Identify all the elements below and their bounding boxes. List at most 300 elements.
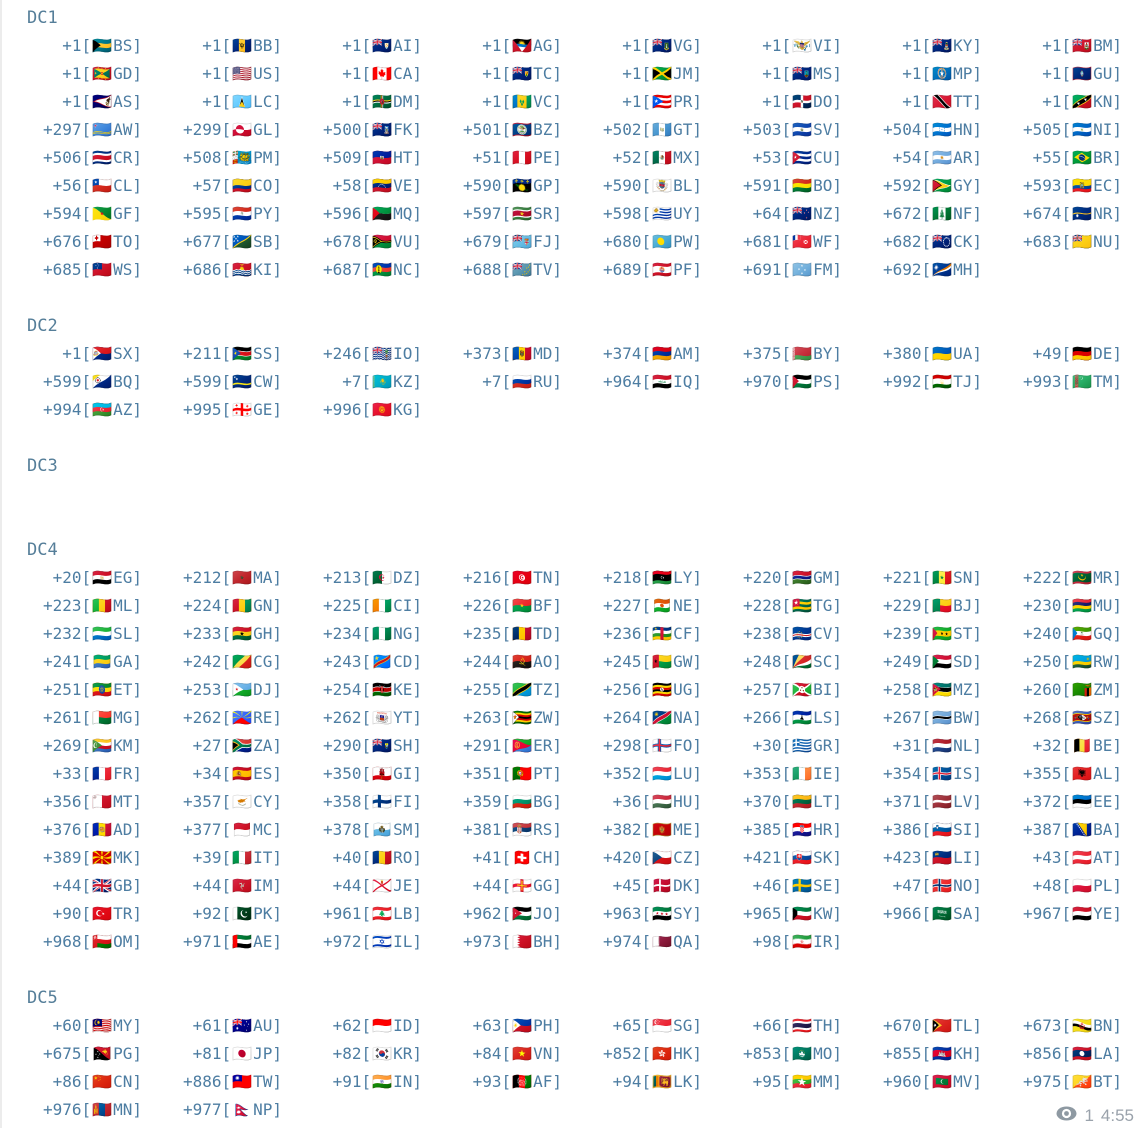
dial-code-se[interactable]: +46[🇸🇪SE]	[752, 876, 842, 895]
flag-icon-ar: 🇦🇷	[932, 148, 953, 167]
dial-code-mp[interactable]: +1[🇲🇵MP]	[902, 64, 982, 83]
dial-code-md[interactable]: +373[🇲🇩MD]	[463, 344, 562, 363]
dial-code-lv[interactable]: +371[🇱🇻LV]	[883, 792, 982, 811]
dial-code-ye[interactable]: +967[🇾🇪YE]	[1023, 904, 1122, 923]
dial-code-ca[interactable]: +1[🇨🇦CA]	[342, 64, 422, 83]
dial-code-ro[interactable]: +40[🇷🇴RO]	[332, 848, 422, 867]
dial-code-yt[interactable]: +262[🇾🇹YT]	[323, 708, 422, 727]
dial-code-gn[interactable]: +224[🇬🇳GN]	[183, 596, 282, 615]
dial-code-sk[interactable]: +421[🇸🇰SK]	[743, 848, 842, 867]
flag-icon-gu: 🇬🇺	[1072, 64, 1093, 83]
dial-code-zm[interactable]: +260[🇿🇲ZM]	[1023, 680, 1122, 699]
dial-code-nu[interactable]: +683[🇳🇺NU]	[1023, 232, 1122, 251]
dial-code-vu[interactable]: +678[🇻🇺VU]	[323, 232, 422, 251]
group-header-dc3: DC3	[27, 456, 58, 476]
dial-code-sx[interactable]: +1[🇸🇽SX]	[62, 344, 142, 363]
flag-icon-qa: 🇶🇦	[652, 932, 673, 951]
dial-code-ba[interactable]: +387[🇧🇦BA]	[1023, 820, 1122, 839]
code-row	[2, 256, 1144, 284]
dial-code-pk[interactable]: +92[🇵🇰PK]	[192, 904, 282, 923]
dial-code-ng[interactable]: +234[🇳🇬NG]	[323, 624, 422, 643]
dial-code-tt[interactable]: +1[🇹🇹TT]	[902, 92, 982, 111]
dial-code-bw[interactable]: +267[🇧🇼BW]	[883, 708, 982, 727]
dial-code-gw[interactable]: +245[🇬🇼GW]	[603, 652, 702, 671]
dial-code-al[interactable]: +355[🇦🇱AL]	[1023, 764, 1122, 783]
views-count: 1	[1084, 1106, 1094, 1125]
dial-code-lu[interactable]: +352[🇱🇺LU]	[603, 764, 702, 783]
dial-code-az[interactable]: +994[🇦🇿AZ]	[43, 400, 142, 419]
dial-code-id[interactable]: +62[🇮🇩ID]	[332, 1016, 422, 1035]
dial-code-eg[interactable]: +20[🇪🇬EG]	[52, 568, 142, 587]
dial-code-ph[interactable]: +63[🇵🇭PH]	[472, 1016, 562, 1035]
flag-icon-mz: 🇲🇿	[932, 680, 953, 699]
dial-code-la[interactable]: +856[🇱🇦LA]	[1023, 1044, 1122, 1063]
dial-code-tr[interactable]: +90[🇹🇷TR]	[52, 904, 142, 923]
dial-code-ke[interactable]: +254[🇰🇪KE]	[323, 680, 422, 699]
dial-code-hr[interactable]: +385[🇭🇷HR]	[743, 820, 842, 839]
dial-code-gl[interactable]: +299[🇬🇱GL]	[183, 120, 282, 139]
dial-code-bs[interactable]: +1[🇧🇸BS]	[62, 36, 142, 55]
dial-code-bh[interactable]: +973[🇧🇭BH]	[463, 932, 562, 951]
dial-code-vg[interactable]: +1[🇻🇬VG]	[622, 36, 702, 55]
dial-code-gb[interactable]: +44[🇬🇧GB]	[52, 876, 142, 895]
flag-icon-sb: 🇸🇧	[232, 232, 253, 251]
dial-code-sm[interactable]: +378[🇸🇲SM]	[323, 820, 422, 839]
dial-code-sl[interactable]: +232[🇸🇱SL]	[43, 624, 142, 643]
flag-icon-tt: 🇹🇹	[932, 92, 953, 111]
flag-icon-ky: 🇰🇾	[932, 36, 953, 55]
dial-code-be[interactable]: +32[🇧🇪BE]	[1032, 736, 1122, 755]
flag-icon-za: 🇿🇦	[232, 736, 253, 755]
flag-icon-mo: 🇲🇴	[792, 1044, 813, 1063]
dial-code-nf[interactable]: +672[🇳🇫NF]	[883, 204, 982, 223]
dial-code-wf[interactable]: +681[🇼🇫WF]	[743, 232, 842, 251]
dial-code-th[interactable]: +66[🇹🇭TH]	[752, 1016, 842, 1035]
dial-code-kz[interactable]: +7[🇰🇿KZ]	[342, 372, 422, 391]
dial-code-ee[interactable]: +372[🇪🇪EE]	[1023, 792, 1122, 811]
dial-code-gr[interactable]: +30[🇬🇷GR]	[752, 736, 842, 755]
flag-icon-af: 🇦🇫	[512, 1072, 533, 1091]
dial-code-ai[interactable]: +1[🇦🇮AI]	[342, 36, 422, 55]
dial-code-do[interactable]: +1[🇩🇴DO]	[762, 92, 842, 111]
flag-icon-tg: 🇹🇬	[792, 596, 813, 615]
dial-code-vi[interactable]: +1[🇻🇮VI]	[762, 36, 842, 55]
dial-code-cr[interactable]: +506[🇨🇷CR]	[43, 148, 142, 167]
dial-code-bb[interactable]: +1[🇧🇧BB]	[202, 36, 282, 55]
dial-code-dk[interactable]: +45[🇩🇰DK]	[612, 876, 702, 895]
flag-icon-sm: 🇸🇲	[372, 820, 393, 839]
dial-code-ly[interactable]: +218[🇱🇾LY]	[603, 568, 702, 587]
dial-code-nr[interactable]: +674[🇳🇷NR]	[1023, 204, 1122, 223]
dial-code-gq[interactable]: +240[🇬🇶GQ]	[1023, 624, 1122, 643]
dial-code-rs[interactable]: +381[🇷🇸RS]	[463, 820, 562, 839]
dial-code-np[interactable]: +977[🇳🇵NP]	[183, 1100, 282, 1119]
dial-code-kn[interactable]: +1[🇰🇳KN]	[1042, 92, 1122, 111]
dial-code-dz[interactable]: +213[🇩🇿DZ]	[323, 568, 422, 587]
code-row	[2, 228, 1144, 256]
code-row	[2, 816, 1144, 844]
dial-code-fo[interactable]: +298[🇫🇴FO]	[603, 736, 702, 755]
dial-code-km[interactable]: +269[🇰🇲KM]	[43, 736, 142, 755]
dial-code-il[interactable]: +972[🇮🇱IL]	[323, 932, 422, 951]
dial-code-gy[interactable]: +592[🇬🇾GY]	[883, 176, 982, 195]
flag-icon-kh: 🇰🇭	[932, 1044, 953, 1063]
dial-code-uy[interactable]: +598[🇺🇾UY]	[603, 204, 702, 223]
dial-code-tv[interactable]: +688[🇹🇻TV]	[463, 260, 562, 279]
dial-code-gm[interactable]: +220[🇬🇲GM]	[743, 568, 842, 587]
dial-code-tl[interactable]: +670[🇹🇱TL]	[883, 1016, 982, 1035]
dial-code-cd[interactable]: +243[🇨🇩CD]	[323, 652, 422, 671]
dial-code-ne[interactable]: +227[🇳🇪NE]	[603, 596, 702, 615]
dial-code-gg[interactable]: +44[🇬🇬GG]	[472, 876, 562, 895]
dial-code-mr[interactable]: +222[🇲🇷MR]	[1023, 568, 1122, 587]
dial-code-cl[interactable]: +56[🇨🇱CL]	[52, 176, 142, 195]
dial-code-gf[interactable]: +594[🇬🇫GF]	[43, 204, 142, 223]
dial-code-fk[interactable]: +500[🇫🇰FK]	[323, 120, 422, 139]
dial-code-ws[interactable]: +685[🇼🇸WS]	[43, 260, 142, 279]
dial-code-is[interactable]: +354[🇮🇸IS]	[883, 764, 982, 783]
code-row	[2, 1012, 1144, 1040]
dial-code-ch[interactable]: +41[🇨🇭CH]	[472, 848, 562, 867]
dial-code-lb[interactable]: +961[🇱🇧LB]	[323, 904, 422, 923]
flag-icon-lt: 🇱🇹	[792, 792, 813, 811]
dial-code-sa[interactable]: +966[🇸🇦SA]	[883, 904, 982, 923]
dial-code-dm[interactable]: +1[🇩🇲DM]	[342, 92, 422, 111]
dial-code-vc[interactable]: +1[🇻🇨VC]	[482, 92, 562, 111]
dial-code-ci[interactable]: +225[🇨🇮CI]	[323, 596, 422, 615]
dial-code-gu[interactable]: +1[🇬🇺GU]	[1042, 64, 1122, 83]
code-row	[2, 872, 1144, 900]
dial-code-ml[interactable]: +223[🇲🇱ML]	[43, 596, 142, 615]
dial-code-dj[interactable]: +253[🇩🇯DJ]	[183, 680, 282, 699]
dial-code-ss[interactable]: +211[🇸🇸SS]	[183, 344, 282, 363]
dial-code-sz[interactable]: +268[🇸🇿SZ]	[1023, 708, 1122, 727]
dial-code-my[interactable]: +60[🇲🇾MY]	[52, 1016, 142, 1035]
flag-icon-ro: 🇷🇴	[372, 848, 393, 867]
dial-code-mx[interactable]: +52[🇲🇽MX]	[612, 148, 702, 167]
flag-icon-iq: 🇮🇶	[652, 372, 673, 391]
dial-code-mo[interactable]: +853[🇲🇴MO]	[743, 1044, 842, 1063]
code-row	[2, 32, 1144, 60]
dial-code-lk[interactable]: +94[🇱🇰LK]	[612, 1072, 702, 1091]
dial-code-tn[interactable]: +216[🇹🇳TN]	[463, 568, 562, 587]
dial-code-bj[interactable]: +229[🇧🇯BJ]	[883, 596, 982, 615]
flag-icon-ye: 🇾🇪	[1072, 904, 1093, 923]
flag-icon-ir: 🇮🇷	[792, 932, 813, 951]
flag-icon-dz: 🇩🇿	[372, 568, 393, 587]
dial-code-ki[interactable]: +686[🇰🇮KI]	[183, 260, 282, 279]
dial-code-si[interactable]: +386[🇸🇮SI]	[883, 820, 982, 839]
dial-code-mu[interactable]: +230[🇲🇺MU]	[1023, 596, 1122, 615]
dial-code-gh[interactable]: +233[🇬🇭GH]	[183, 624, 282, 643]
dial-code-ht[interactable]: +509[🇭🇹HT]	[323, 148, 422, 167]
dial-code-in[interactable]: +91[🇮🇳IN]	[332, 1072, 422, 1091]
code-row	[2, 732, 1144, 760]
dial-code-zw[interactable]: +263[🇿🇼ZW]	[463, 708, 562, 727]
flag-icon-fk: 🇫🇰	[372, 120, 393, 139]
code-row	[2, 648, 1144, 676]
dial-code-ms[interactable]: +1[🇲🇸MS]	[762, 64, 842, 83]
flag-icon-ai: 🇦🇮	[372, 36, 393, 55]
dial-code-au[interactable]: +61[🇦🇺AU]	[192, 1016, 282, 1035]
flag-icon-tm: 🇹🇲	[1072, 372, 1093, 391]
flag-icon-mc: 🇲🇨	[232, 820, 253, 839]
dial-code-ua[interactable]: +380[🇺🇦UA]	[883, 344, 982, 363]
flag-icon-na: 🇳🇦	[652, 708, 673, 727]
flag-icon-dm: 🇩🇲	[372, 92, 393, 111]
dial-code-cz[interactable]: +420[🇨🇿CZ]	[603, 848, 702, 867]
dial-code-ug[interactable]: +256[🇺🇬UG]	[603, 680, 702, 699]
dial-code-sr[interactable]: +597[🇸🇷SR]	[463, 204, 562, 223]
dial-code-bf[interactable]: +226[🇧🇫BF]	[463, 596, 562, 615]
dial-code-no[interactable]: +47[🇳🇴NO]	[892, 876, 982, 895]
dial-code-bl[interactable]: +590[🇧🇱BL]	[603, 176, 702, 195]
dial-code-bn[interactable]: +673[🇧🇳BN]	[1023, 1016, 1122, 1035]
flag-icon-td: 🇹🇩	[512, 624, 533, 643]
dial-code-sv[interactable]: +503[🇸🇻SV]	[743, 120, 842, 139]
dial-code-by[interactable]: +375[🇧🇾BY]	[743, 344, 842, 363]
flag-icon-tc: 🇹🇨	[512, 64, 533, 83]
dial-code-as[interactable]: +1[🇦🇸AS]	[62, 92, 142, 111]
dial-code-hn[interactable]: +504[🇭🇳HN]	[883, 120, 982, 139]
dial-code-jo[interactable]: +962[🇯🇴JO]	[463, 904, 562, 923]
dial-code-mt[interactable]: +356[🇲🇹MT]	[43, 792, 142, 811]
flag-icon-jp: 🇯🇵	[232, 1044, 253, 1063]
dial-code-cv[interactable]: +238[🇨🇻CV]	[743, 624, 842, 643]
dial-code-af[interactable]: +93[🇦🇫AF]	[472, 1072, 562, 1091]
dial-code-td[interactable]: +235[🇹🇩TD]	[463, 624, 562, 643]
flag-icon-bo: 🇧🇴	[792, 176, 813, 195]
flag-icon-ad: 🇦🇩	[92, 820, 113, 839]
dial-code-aw[interactable]: +297[🇦🇼AW]	[43, 120, 142, 139]
dial-code-bg[interactable]: +359[🇧🇬BG]	[463, 792, 562, 811]
dial-code-cf[interactable]: +236[🇨🇫CF]	[603, 624, 702, 643]
dial-code-kg[interactable]: +996[🇰🇬KG]	[323, 400, 422, 419]
dial-code-es[interactable]: +34[🇪🇸ES]	[192, 764, 282, 783]
dial-code-re[interactable]: +262[🇷🇪RE]	[183, 708, 282, 727]
dial-code-sy[interactable]: +963[🇸🇾SY]	[603, 904, 702, 923]
flag-icon-mx: 🇲🇽	[652, 148, 673, 167]
dial-code-bi[interactable]: +257[🇧🇮BI]	[743, 680, 842, 699]
dial-code-mz[interactable]: +258[🇲🇿MZ]	[883, 680, 982, 699]
flag-icon-sh: 🇸🇭	[372, 736, 393, 755]
dial-code-cu[interactable]: +53[🇨🇺CU]	[752, 148, 842, 167]
flag-icon-zw: 🇿🇼	[512, 708, 533, 727]
dial-code-bm[interactable]: +1[🇧🇲BM]	[1042, 36, 1122, 55]
dial-code-gd[interactable]: +1[🇬🇩GD]	[62, 64, 142, 83]
dial-code-cy[interactable]: +357[🇨🇾CY]	[183, 792, 282, 811]
dial-code-mk[interactable]: +389[🇲🇰MK]	[43, 848, 142, 867]
flag-icon-bi: 🇧🇮	[792, 680, 813, 699]
dial-code-pg[interactable]: +675[🇵🇬PG]	[43, 1044, 142, 1063]
dial-code-to[interactable]: +676[🇹🇴TO]	[43, 232, 142, 251]
dial-code-cw[interactable]: +599[🇨🇼CW]	[183, 372, 282, 391]
dial-code-bz[interactable]: +501[🇧🇿BZ]	[463, 120, 562, 139]
dial-code-na[interactable]: +264[🇳🇦NA]	[603, 708, 702, 727]
dial-code-pm[interactable]: +508[🇵🇲PM]	[183, 148, 282, 167]
dial-code-ag[interactable]: +1[🇦🇬AG]	[482, 36, 562, 55]
dial-code-it[interactable]: +39[🇮🇹IT]	[192, 848, 282, 867]
flag-icon-cy: 🇨🇾	[232, 792, 253, 811]
dial-code-cn[interactable]: +86[🇨🇳CN]	[52, 1072, 142, 1091]
dial-code-ru[interactable]: +7[🇷🇺RU]	[482, 372, 562, 391]
dial-code-ar[interactable]: +54[🇦🇷AR]	[892, 148, 982, 167]
dial-code-io[interactable]: +246[🇮🇴IO]	[323, 344, 422, 363]
dial-code-et[interactable]: +251[🇪🇹ET]	[43, 680, 142, 699]
flag-icon-py: 🇵🇾	[232, 204, 253, 223]
dial-code-tz[interactable]: +255[🇹🇿TZ]	[463, 680, 562, 699]
dial-code-ge[interactable]: +995[🇬🇪GE]	[183, 400, 282, 419]
flag-icon-lu: 🇱🇺	[652, 764, 673, 783]
flag-icon-in: 🇮🇳	[372, 1072, 393, 1091]
dial-code-ec[interactable]: +593[🇪🇨EC]	[1023, 176, 1122, 195]
dial-code-nz[interactable]: +64[🇳🇿NZ]	[752, 204, 842, 223]
flag-icon-ml: 🇲🇱	[92, 596, 113, 615]
dial-code-fj[interactable]: +679[🇫🇯FJ]	[463, 232, 562, 251]
flag-icon-er: 🇪🇷	[512, 736, 533, 755]
dial-code-pe[interactable]: +51[🇵🇪PE]	[472, 148, 562, 167]
dial-code-vn[interactable]: +84[🇻🇳VN]	[472, 1044, 562, 1063]
dial-code-iq[interactable]: +964[🇮🇶IQ]	[603, 372, 702, 391]
dial-code-mg[interactable]: +261[🇲🇬MG]	[43, 708, 142, 727]
dial-code-pl[interactable]: +48[🇵🇱PL]	[1032, 876, 1122, 895]
dial-code-py[interactable]: +595[🇵🇾PY]	[183, 204, 282, 223]
dial-code-de[interactable]: +49[🇩🇪DE]	[1032, 344, 1122, 363]
flag-icon-tj: 🇹🇯	[932, 372, 953, 391]
dial-code-ao[interactable]: +244[🇦🇴AO]	[463, 652, 562, 671]
flag-icon-gh: 🇬🇭	[232, 624, 253, 643]
flag-icon-bm: 🇧🇲	[1072, 36, 1093, 55]
code-row	[2, 172, 1144, 200]
dial-code-bo[interactable]: +591[🇧🇴BO]	[743, 176, 842, 195]
dial-code-mq[interactable]: +596[🇲🇶MQ]	[323, 204, 422, 223]
dial-code-sh[interactable]: +290[🇸🇭SH]	[323, 736, 422, 755]
dial-code-nl[interactable]: +31[🇳🇱NL]	[892, 736, 982, 755]
dial-code-sb[interactable]: +677[🇸🇧SB]	[183, 232, 282, 251]
dial-code-ir[interactable]: +98[🇮🇷IR]	[752, 932, 842, 951]
dial-code-za[interactable]: +27[🇿🇦ZA]	[192, 736, 282, 755]
dial-code-gp[interactable]: +590[🇬🇵GP]	[463, 176, 562, 195]
dial-code-fm[interactable]: +691[🇫🇲FM]	[743, 260, 842, 279]
dial-code-er[interactable]: +291[🇪🇷ER]	[463, 736, 562, 755]
dial-code-at[interactable]: +43[🇦🇹AT]	[1032, 848, 1122, 867]
group-header-dc4: DC4	[27, 540, 58, 560]
dial-code-mn[interactable]: +976[🇲🇳MN]	[43, 1100, 142, 1119]
flag-icon-fo: 🇫🇴	[652, 736, 673, 755]
dial-code-lt[interactable]: +370[🇱🇹LT]	[743, 792, 842, 811]
dial-code-pr[interactable]: +1[🇵🇷PR]	[622, 92, 702, 111]
flag-icon-ws: 🇼🇸	[92, 260, 113, 279]
dial-code-rw[interactable]: +250[🇷🇼RW]	[1023, 652, 1122, 671]
dial-code-mm[interactable]: +95[🇲🇲MM]	[752, 1072, 842, 1091]
dial-code-ck[interactable]: +682[🇨🇰CK]	[883, 232, 982, 251]
dial-code-cg[interactable]: +242[🇨🇬CG]	[183, 652, 282, 671]
code-row	[2, 760, 1144, 788]
flag-icon-gf: 🇬🇫	[92, 204, 113, 223]
dial-code-ga[interactable]: +241[🇬🇦GA]	[43, 652, 142, 671]
dial-code-hu[interactable]: +36[🇭🇺HU]	[612, 792, 702, 811]
flag-icon-tw: 🇹🇼	[232, 1072, 253, 1091]
dial-code-tm[interactable]: +993[🇹🇲TM]	[1023, 372, 1122, 391]
dial-code-om[interactable]: +968[🇴🇲OM]	[43, 932, 142, 951]
dial-code-am[interactable]: +374[🇦🇲AM]	[603, 344, 702, 363]
flag-icon-si: 🇸🇮	[932, 820, 953, 839]
dial-code-ni[interactable]: +505[🇳🇮NI]	[1023, 120, 1122, 139]
dial-code-ma[interactable]: +212[🇲🇦MA]	[183, 568, 282, 587]
dial-code-mc[interactable]: +377[🇲🇨MC]	[183, 820, 282, 839]
dial-code-ky[interactable]: +1[🇰🇾KY]	[902, 36, 982, 55]
dial-code-ls[interactable]: +266[🇱🇸LS]	[743, 708, 842, 727]
dial-code-co[interactable]: +57[🇨🇴CO]	[192, 176, 282, 195]
dial-code-qa[interactable]: +974[🇶🇦QA]	[603, 932, 702, 951]
dial-code-ae[interactable]: +971[🇦🇪AE]	[183, 932, 282, 951]
dial-code-pt[interactable]: +351[🇵🇹PT]	[463, 764, 562, 783]
dial-code-ve[interactable]: +58[🇻🇪VE]	[332, 176, 422, 195]
dial-code-li[interactable]: +423[🇱🇮LI]	[883, 848, 982, 867]
dial-code-tc[interactable]: +1[🇹🇨TC]	[482, 64, 562, 83]
dial-code-tg[interactable]: +228[🇹🇬TG]	[743, 596, 842, 615]
flag-icon-md: 🇲🇩	[512, 344, 533, 363]
code-row	[2, 60, 1144, 88]
dial-code-kh[interactable]: +855[🇰🇭KH]	[883, 1044, 982, 1063]
flag-icon-pr: 🇵🇷	[652, 92, 673, 111]
flag-icon-se: 🇸🇪	[792, 876, 813, 895]
dial-code-sn[interactable]: +221[🇸🇳SN]	[883, 568, 982, 587]
flag-icon-nr: 🇳🇷	[1072, 204, 1093, 223]
flag-icon-ec: 🇪🇨	[1072, 176, 1093, 195]
dial-code-sd[interactable]: +249[🇸🇩SD]	[883, 652, 982, 671]
dial-code-ad[interactable]: +376[🇦🇩AD]	[43, 820, 142, 839]
dial-code-ps[interactable]: +970[🇵🇸PS]	[743, 372, 842, 391]
dial-code-kw[interactable]: +965[🇰🇼KW]	[743, 904, 842, 923]
dial-code-gt[interactable]: +502[🇬🇹GT]	[603, 120, 702, 139]
dial-code-us[interactable]: +1[🇺🇸US]	[202, 64, 282, 83]
dial-code-ie[interactable]: +353[🇮🇪IE]	[743, 764, 842, 783]
dial-code-sg[interactable]: +65[🇸🇬SG]	[612, 1016, 702, 1035]
dial-code-jp[interactable]: +81[🇯🇵JP]	[192, 1044, 282, 1063]
dial-code-sc[interactable]: +248[🇸🇨SC]	[743, 652, 842, 671]
dial-code-pw[interactable]: +680[🇵🇼PW]	[603, 232, 702, 251]
dial-code-jm[interactable]: +1[🇯🇲JM]	[622, 64, 702, 83]
dial-code-kr[interactable]: +82[🇰🇷KR]	[332, 1044, 422, 1063]
flag-icon-bh: 🇧🇭	[512, 932, 533, 951]
flag-icon-bb: 🇧🇧	[232, 36, 253, 55]
flag-icon-io: 🇮🇴	[372, 344, 393, 363]
flag-icon-sv: 🇸🇻	[792, 120, 813, 139]
dial-code-tj[interactable]: +992[🇹🇯TJ]	[883, 372, 982, 391]
flag-icon-kr: 🇰🇷	[372, 1044, 393, 1063]
flag-icon-et: 🇪🇹	[92, 680, 113, 699]
dial-code-mv[interactable]: +960[🇲🇻MV]	[883, 1072, 982, 1091]
dial-code-im[interactable]: +44[🇮🇲IM]	[192, 876, 282, 895]
dial-code-br[interactable]: +55[🇧🇷BR]	[1032, 148, 1122, 167]
dial-code-tw[interactable]: +886[🇹🇼TW]	[183, 1072, 282, 1091]
dial-code-st[interactable]: +239[🇸🇹ST]	[883, 624, 982, 643]
flag-icon-ru: 🇷🇺	[512, 372, 533, 391]
dial-code-mh[interactable]: +692[🇲🇭MH]	[883, 260, 982, 279]
dial-code-lc[interactable]: +1[🇱🇨LC]	[202, 92, 282, 111]
dial-code-gi[interactable]: +350[🇬🇮GI]	[323, 764, 422, 783]
dial-code-fi[interactable]: +358[🇫🇮FI]	[323, 792, 422, 811]
dial-code-hk[interactable]: +852[🇭🇰HK]	[603, 1044, 702, 1063]
dial-code-fr[interactable]: +33[🇫🇷FR]	[52, 764, 142, 783]
dial-code-nc[interactable]: +687[🇳🇨NC]	[323, 260, 422, 279]
dial-code-pf[interactable]: +689[🇵🇫PF]	[603, 260, 702, 279]
dial-code-je[interactable]: +44[🇯🇪JE]	[332, 876, 422, 895]
dial-code-bq[interactable]: +599[🇧🇶BQ]	[43, 372, 142, 391]
dial-code-bt[interactable]: +975[🇧🇹BT]	[1023, 1072, 1122, 1091]
dial-code-me[interactable]: +382[🇲🇪ME]	[603, 820, 702, 839]
